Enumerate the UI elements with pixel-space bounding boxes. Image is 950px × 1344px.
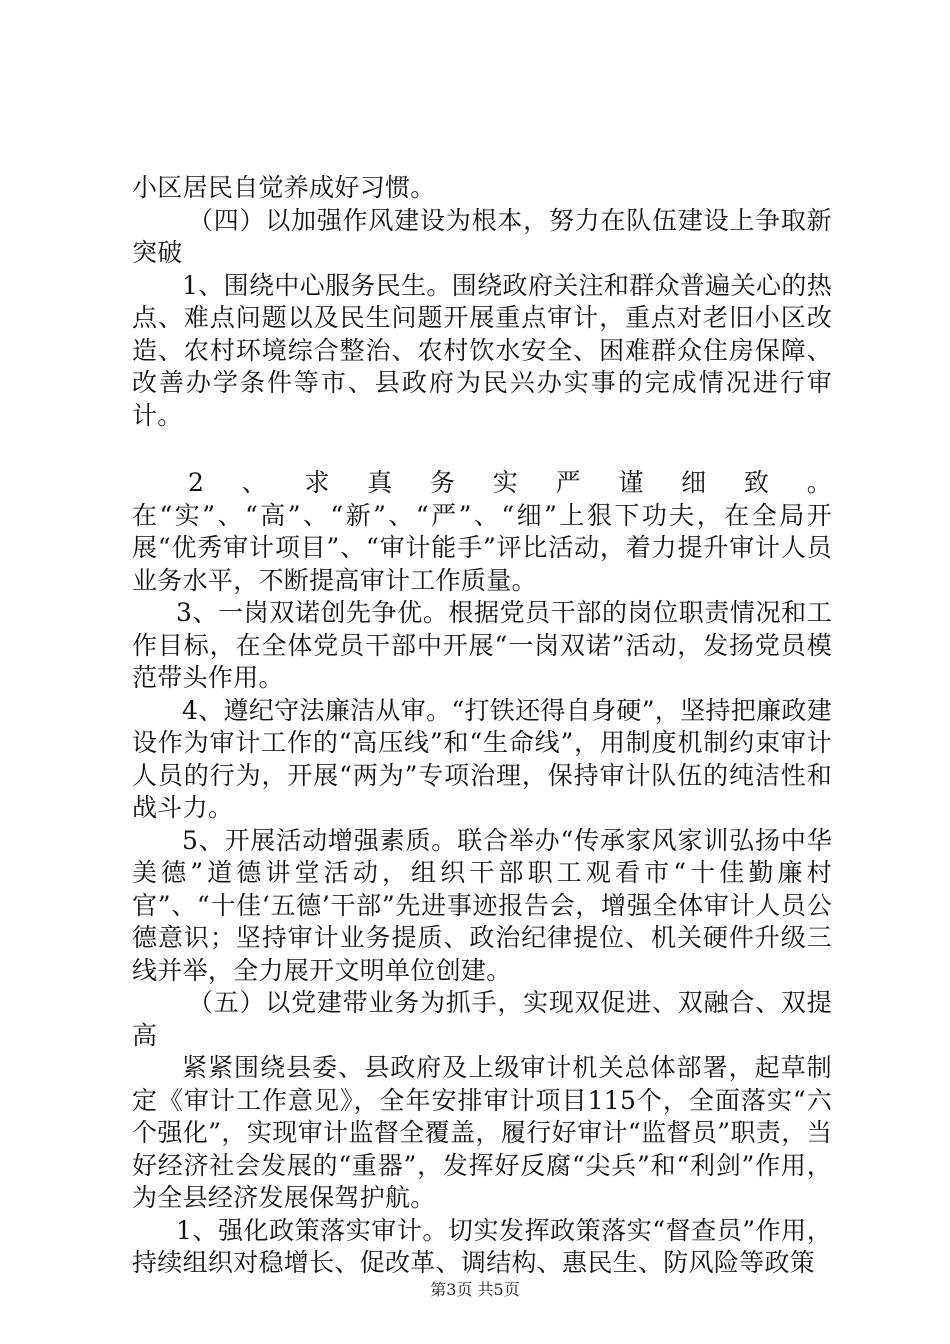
paragraph-item-4: 4、遵纪守法廉洁从审。“打铁还得自身硬”，坚持把廉政建设作为审计工作的“高压线”和“生命线”，用制度机制约束审计人员的行为，开展“两为”专项治理，保持审计队伍的纯洁性和战斗力。 xyxy=(132,695,832,822)
paragraph-item-2: 2、求真务实严谨细致。在“实”、“高”、“新”、“严”、“细”上狠下功夫，在全局开展“优秀审计项目”、“审计能手”评比活动，着力提升审计人员业务水平，不断提高审计工作质量。 xyxy=(132,468,832,595)
paragraph-continuation: 小区居民自觉养成好习惯。 xyxy=(132,173,436,202)
paragraph-section-five-item-1: 1、强化政策落实审计。切实发挥政策落实“督查员”作用，持续组织对稳增长、促改革、调结构、惠民生、防风险等政策 xyxy=(132,1215,832,1277)
paragraph-item-1: 1、围绕中心服务民生。围绕政府关注和群众普遍关心的热点、难点问题以及民生问题开展重点审计，重点对老旧小区改造、农村环境综合整治、农村饮水安全、困难群众住房保障、改善办学条件等市、县政府为民兴办实事的完成情况进行审计。 xyxy=(132,270,832,430)
paragraph-item-5: 5、开展活动增强素质。联合举办“传承家风家训弘扬中华美德”道德讲堂活动，组织干部职工观看市“十佳勤廉村官”、“十佳‘五德’干部”先进事迹报告会，增强全体审计人员公德意识；坚持审计业务提质、政治纪律提位、机关硬件升级三线并举，全力展开文明单位创建。 xyxy=(132,825,832,985)
section-heading-five: （五）以党建带业务为抓手，实现双促进、双融合、双提高 xyxy=(132,988,832,1050)
section-heading-four: （四）以加强作风建设为根本，努力在队伍建设上争取新突破 xyxy=(132,205,832,267)
paragraph-item-3: 3、一岗双诺创先争优。根据党员干部的岗位职责情况和工作目标，在全体党员干部中开展“一岗双诺”活动，发扬党员模范带头作用。 xyxy=(132,598,832,692)
page-number-footer: 第3页 共5页 xyxy=(430,1280,520,1299)
paragraph-section-five-intro: 紧紧围绕县委、县政府及上级审计机关总体部署，起草制定《审计工作意见》，全年安排审计项目115个，全面落实“六个强化”，实现审计监督全覆盖，履行好审计“监督员”职责，当好经济社会发展的“重器”，发挥好反腐“尖兵”和“利剑”作用，为全县经济发展保驾护航。 xyxy=(132,1053,832,1212)
document-body xyxy=(132,172,832,1280)
